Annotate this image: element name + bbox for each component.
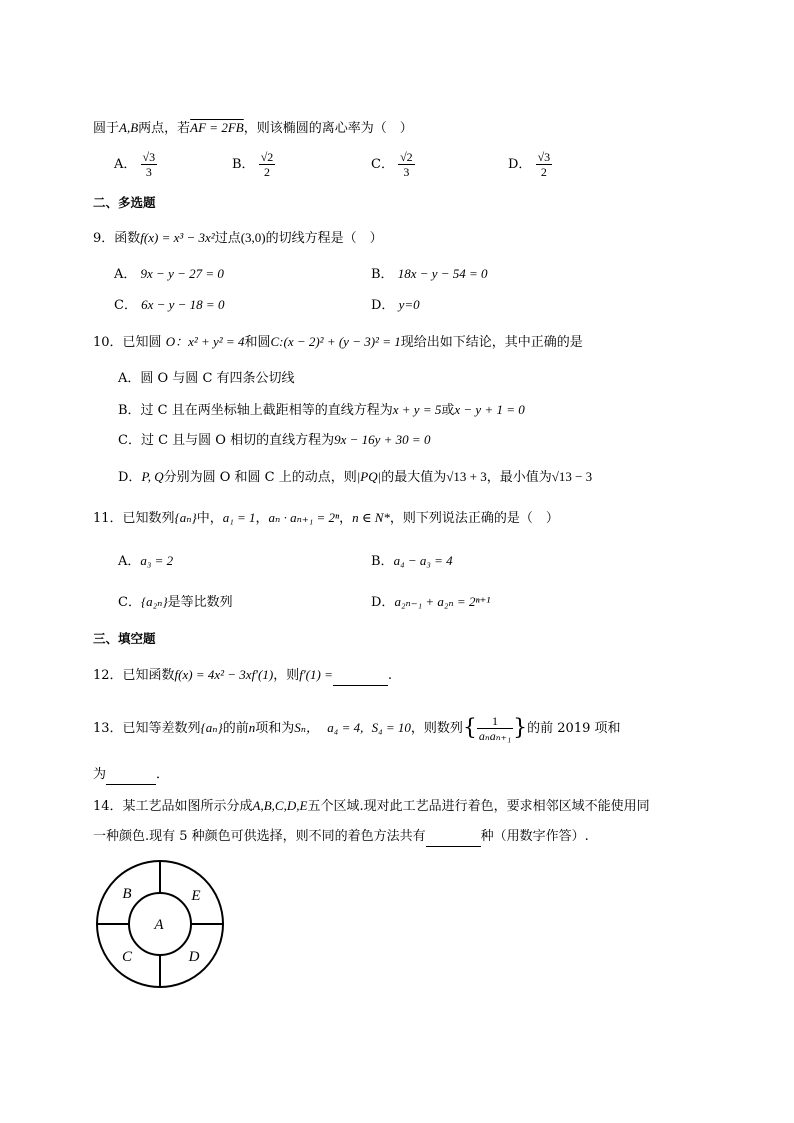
q11-option-c-text: 是等比数列 bbox=[167, 595, 233, 610]
q9-option-c-label: C． bbox=[114, 298, 137, 313]
q8-option-d-den: 2 bbox=[540, 165, 547, 179]
q8-option-d-fraction bbox=[536, 150, 553, 179]
q13-mid1: 的前 bbox=[222, 721, 249, 736]
q11-option-d-text: a₂ₙ₋₁ + a₂ₙ = 2ⁿ⁺¹ bbox=[394, 594, 491, 609]
q13-stem bbox=[93, 714, 621, 743]
q14-line2 bbox=[93, 827, 589, 847]
q8-option-d-label: D． bbox=[508, 157, 532, 172]
q10-mid: 和圆 bbox=[244, 335, 271, 350]
q12-stem bbox=[93, 665, 392, 686]
q11-option-a[interactable] bbox=[118, 551, 173, 572]
section-heading-multiple-choice: 二、多选题 bbox=[93, 195, 156, 210]
q9-option-d-text: y=0 bbox=[398, 297, 420, 312]
q8-vector-eq: AF = 2FB bbox=[190, 120, 244, 135]
q8-option-d-num: √3 bbox=[537, 150, 551, 164]
q10-end: 现给出如下结论，其中正确的是 bbox=[400, 335, 583, 350]
q13-fraction bbox=[477, 714, 513, 743]
q14-answer-blank[interactable] bbox=[426, 832, 481, 847]
q11-end: ，则下列说法正确的是（ ） bbox=[389, 511, 559, 526]
q9-function: f(x) = x³ − 3x² bbox=[140, 230, 215, 245]
q13-mid3: ，则数列 bbox=[410, 721, 463, 736]
q10-circle-o: O bbox=[165, 334, 176, 349]
q8-end: ，则该椭圆的离心率为（ ） bbox=[243, 121, 413, 136]
q9-end: 的切线方程是（ ） bbox=[265, 231, 383, 246]
q13-cond1: a₄ = 4, bbox=[327, 720, 364, 735]
q11-sequence: {aₙ} bbox=[174, 510, 197, 525]
q11-prefix: 11．已知数列 bbox=[93, 511, 175, 526]
q11-option-c[interactable] bbox=[118, 592, 233, 613]
q13-sn: Sₙ， bbox=[294, 720, 320, 735]
q8-option-a-label: A． bbox=[114, 157, 137, 172]
q12-function: f(x) = 4x² − 3xf′(1) bbox=[174, 667, 274, 682]
q13-n: n bbox=[248, 720, 256, 735]
q9-option-d[interactable] bbox=[371, 295, 420, 316]
q10-circle-c-eq: C:(x − 2)² + (y − 3)² = 1 bbox=[270, 334, 401, 349]
q11-option-a-text: a₃ = 2 bbox=[140, 553, 174, 568]
q10-option-b-or: 或 bbox=[441, 403, 455, 418]
q9-stem bbox=[93, 228, 383, 249]
q13-frac-den: aₙaₙ₊₁ bbox=[478, 729, 512, 743]
q13-end: 的前 2019 项和 bbox=[527, 721, 621, 736]
q9-prefix: 9．函数 bbox=[93, 231, 141, 246]
q8-prefix: 圆于 bbox=[93, 121, 120, 136]
q8-option-a-num: √3 bbox=[142, 150, 156, 164]
q8-points: A,B bbox=[119, 120, 139, 135]
q14-prefix: 14．某工艺品如图所示分成 bbox=[93, 799, 253, 814]
q8-option-d[interactable] bbox=[508, 150, 552, 179]
q10-option-d-min-value: √13 − 3 bbox=[551, 469, 593, 484]
q10-option-c[interactable] bbox=[118, 430, 430, 451]
q14-label-a: A bbox=[154, 917, 164, 933]
q9-option-b-label: B． bbox=[371, 267, 394, 282]
q11-cond2: aₙ · aₙ₊₁ = 2ⁿ bbox=[268, 510, 340, 525]
q8-option-c-label: C． bbox=[371, 157, 394, 172]
q11-stem bbox=[93, 508, 559, 529]
section-heading-fill-in: 三、填空题 bbox=[93, 631, 156, 646]
q11-option-b-text: a₄ − a₃ = 4 bbox=[393, 553, 453, 568]
q14-label-c: C bbox=[121, 949, 133, 965]
q9-option-c[interactable] bbox=[114, 295, 224, 316]
q11-option-c-label: C． bbox=[118, 595, 141, 610]
q10-prefix: 10．已知圆 bbox=[93, 335, 162, 350]
q8-option-a-fraction bbox=[141, 150, 158, 179]
q11-option-b-label: B． bbox=[371, 554, 394, 569]
q12-answer-blank[interactable] bbox=[333, 671, 388, 686]
q10-option-b-eq2: x − y + 1 = 0 bbox=[454, 402, 525, 417]
q10-option-c-text: C．过 C 且与圆 O 相切的直线方程为 bbox=[118, 433, 335, 448]
q11-option-d-label: D． bbox=[371, 595, 395, 610]
q14-label-d: D bbox=[188, 949, 200, 965]
q13-frac-num: 1 bbox=[477, 714, 513, 729]
q10-option-b-text: B．过 C 且在两坐标轴上截距相等的直线方程为 bbox=[118, 403, 393, 418]
q9-mid: 过点 bbox=[214, 231, 241, 246]
q10-option-c-eq: 9x − 16y + 30 = 0 bbox=[334, 432, 431, 447]
q10-option-d-max-text: 的最大值为 bbox=[381, 470, 447, 485]
q8-stem bbox=[93, 118, 413, 139]
q14-line1-end: 五个区域.现对此工艺品进行着色，要求相邻区域不能使用同 bbox=[307, 799, 650, 814]
q14-regions: A,B,C,D,E bbox=[252, 798, 308, 813]
q10-option-d-abs: |PQ| bbox=[356, 469, 382, 484]
q11-option-a-label: A． bbox=[118, 554, 141, 569]
q14-line1 bbox=[93, 796, 650, 817]
q13-line2-end: ． bbox=[156, 767, 170, 782]
q10-option-d-min-text: ，最小值为 bbox=[486, 470, 552, 485]
q11-cond3: n ∈ N* bbox=[352, 510, 390, 525]
q11-mid: 中， bbox=[196, 511, 223, 526]
q12-ask: f′(1) = bbox=[299, 667, 333, 682]
q8-option-b[interactable] bbox=[232, 150, 275, 179]
q9-option-c-text: 6x − y − 18 = 0 bbox=[141, 297, 225, 312]
q13-line2 bbox=[93, 765, 169, 785]
q14-label-e: E bbox=[191, 888, 201, 904]
q8-option-a-den: 3 bbox=[145, 165, 152, 179]
q8-option-c[interactable] bbox=[371, 150, 415, 179]
q9-option-b[interactable] bbox=[371, 264, 488, 285]
q13-answer-blank[interactable] bbox=[106, 770, 156, 785]
q11-sep2: ， bbox=[339, 511, 353, 526]
q11-option-d[interactable] bbox=[371, 592, 490, 613]
q12-prefix: 12．已知函数 bbox=[93, 668, 175, 683]
q14-label-b: B bbox=[122, 886, 132, 902]
q11-cond1: a₁ = 1 bbox=[222, 510, 256, 525]
q10-option-b[interactable] bbox=[118, 400, 525, 421]
q14-line2-prefix: 一种颜色.现有 5 种颜色可供选择，则不同的着色方法共有 bbox=[93, 829, 426, 844]
q9-option-d-label: D． bbox=[371, 298, 395, 313]
q13-mid2: 项和为 bbox=[255, 721, 295, 736]
q10-option-a[interactable]: A．圆 O 与圆 C 有四条公切线 bbox=[118, 371, 295, 386]
q11-option-c-seq: {a₂ₙ} bbox=[140, 594, 168, 609]
q9-point: (3,0) bbox=[240, 230, 266, 245]
q8-mid: 两点，若 bbox=[138, 121, 191, 136]
q10-option-d[interactable] bbox=[118, 467, 592, 488]
q8-option-c-fraction bbox=[398, 150, 415, 179]
q14-figure bbox=[92, 860, 232, 990]
q13-right-brace: } bbox=[513, 715, 528, 741]
q10-option-d-mid: 分别为圆 O 和圆 C 上的动点，则 bbox=[163, 470, 357, 485]
q13-cond2: S₄ = 10 bbox=[371, 720, 411, 735]
q8-option-b-fraction bbox=[259, 150, 276, 179]
q8-option-a[interactable] bbox=[114, 150, 157, 179]
q14-line2-end: 种（用数字作答）. bbox=[480, 829, 589, 844]
q11-sep1: ， bbox=[255, 511, 269, 526]
q13-left-brace: { bbox=[462, 715, 477, 741]
q13-sequence: {aₙ} bbox=[200, 720, 223, 735]
q10-option-d-max-value: √13 + 3 bbox=[446, 469, 487, 484]
q8-option-c-num: √2 bbox=[400, 150, 413, 164]
q9-option-a-text: 9x − y − 27 = 0 bbox=[140, 266, 224, 281]
q10-option-b-eq1: x + y = 5 bbox=[392, 402, 442, 417]
q9-option-a-label: A． bbox=[114, 267, 137, 282]
q8-option-b-den: 2 bbox=[264, 165, 270, 179]
q10-option-d-label: D． bbox=[118, 470, 142, 485]
q13-prefix: 13．已知等差数列 bbox=[93, 721, 201, 736]
q10-circle-o-eq: ：x² + y² = 4 bbox=[175, 334, 245, 349]
q10-stem bbox=[93, 332, 583, 353]
q12-mid: ，则 bbox=[273, 668, 300, 683]
q8-option-b-num: √2 bbox=[260, 150, 274, 164]
q13-line2-prefix: 为 bbox=[93, 767, 107, 782]
q8-option-c-den: 3 bbox=[403, 165, 410, 179]
q9-option-b-text: 18x − y − 54 = 0 bbox=[397, 266, 488, 281]
q10-option-d-pq: P, Q bbox=[141, 469, 164, 484]
q9-option-a[interactable] bbox=[114, 264, 224, 285]
q8-option-b-label: B． bbox=[232, 157, 255, 172]
q11-option-b[interactable] bbox=[371, 551, 453, 572]
q12-end: . bbox=[387, 668, 392, 683]
